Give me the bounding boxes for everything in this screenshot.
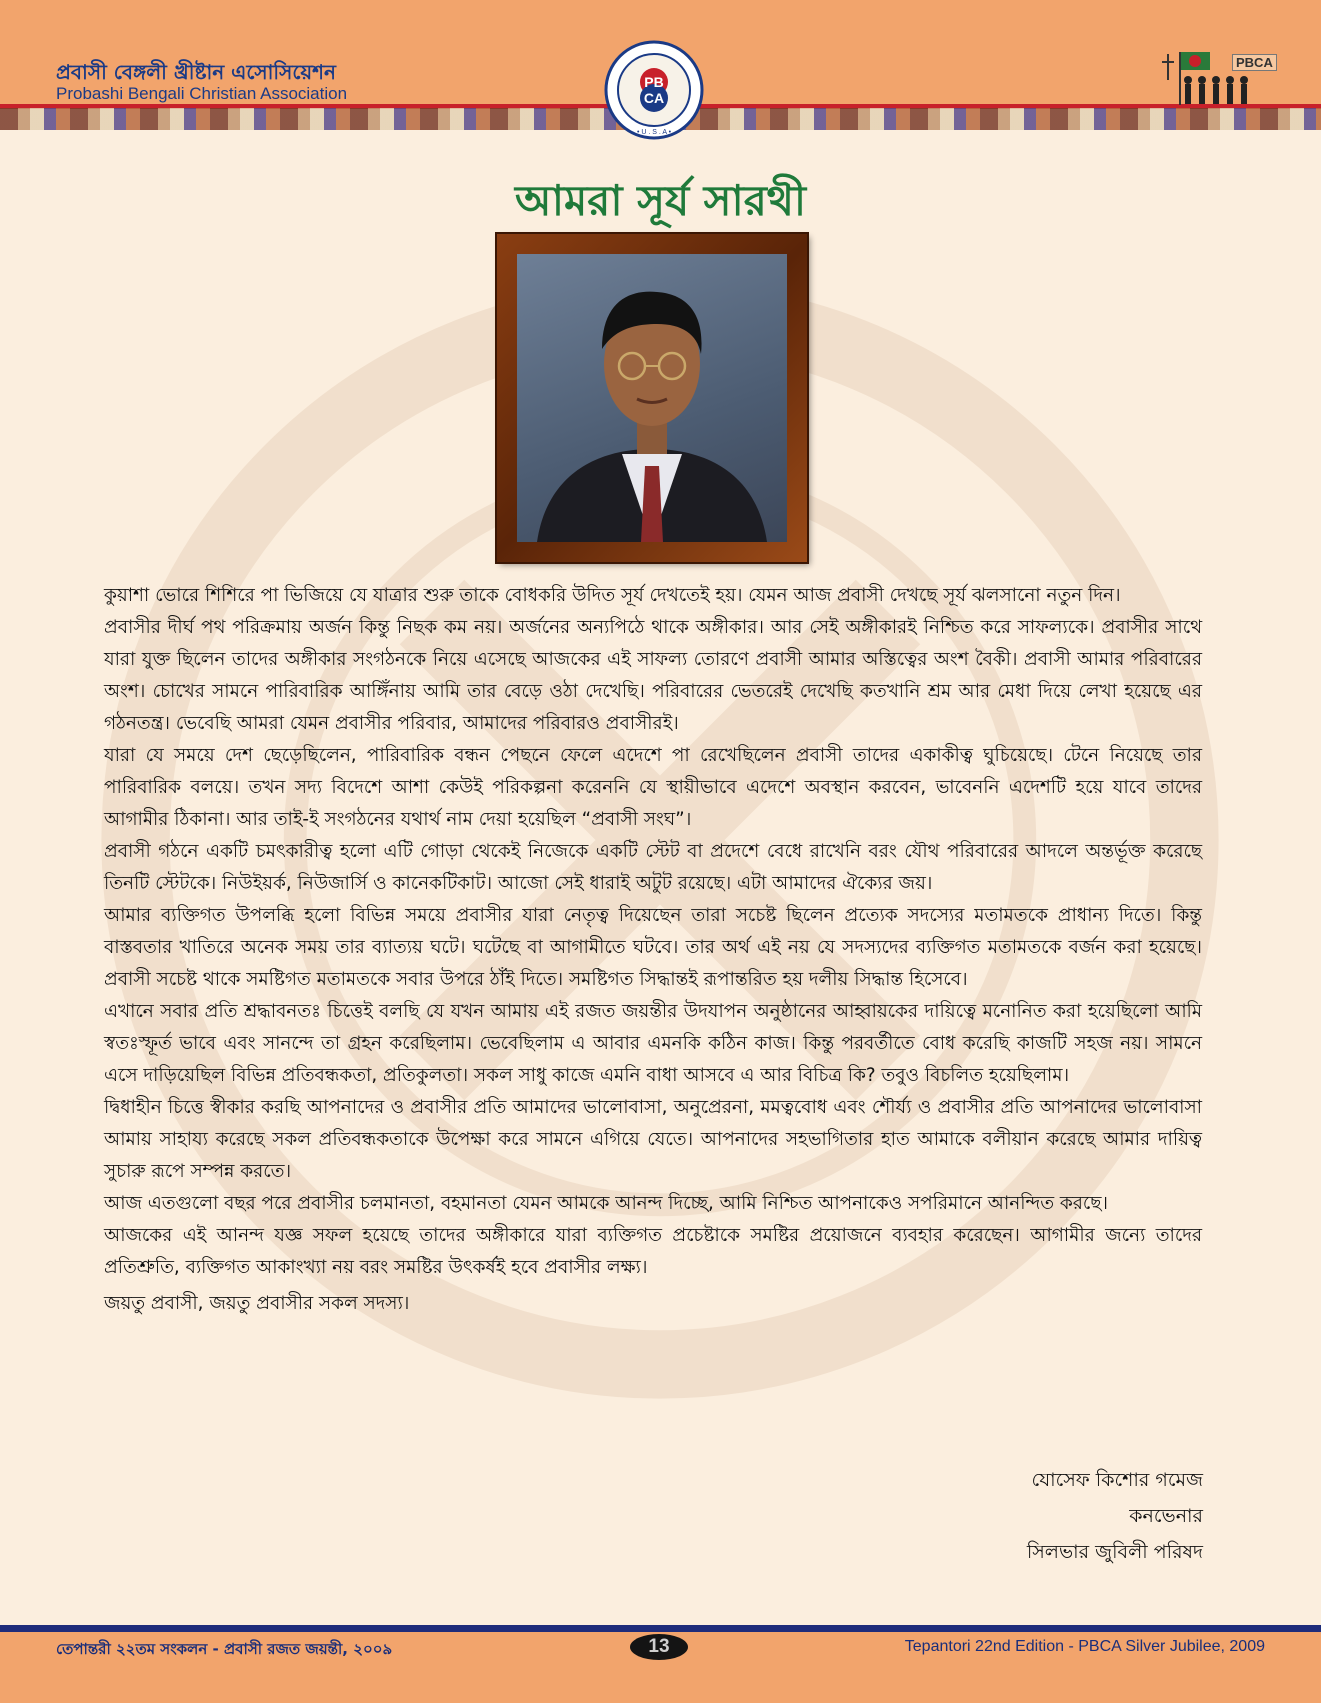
paragraph: আজকের এই আনন্দ যজ্ঞ সফল হয়েছে তাদের অঙ্গীকারে যারা ব্যক্তিগত প্রচেষ্টাকে সমষ্টির প্রয়োজনে ব্যবহার করেছেন। আগামীর জন্যে তাদের প্রতিশ্রুতি, ব্যক্তিগত আকাংখ্যা নয় বরং সমষ্টির উৎকর্ষই হবে প্রবাসীর লক্ষ্য। [104,1225,1202,1278]
paragraph: প্রবাসী গঠনে একটি চমৎকারীত্ব হলো এটি গোড়া থেকেই নিজেকে একটি স্টেট বা প্রদেশে বেধে রাখেনি বরং যৌথ পরিবারের আদলে অন্তর্ভূক্ত করেছে তিনটি স্টেটকে। নিউইয়র্ক, নিউজার্সি ও কানেকটিকাট। আজো সেই ধারাই অটুট রয়েছে। এটা আমাদের ঐক্যের জয়। [104,841,1202,894]
portrait-figure [517,254,787,542]
footer-right-text: Tepantori 22nd Edition - PBCA Silver Jubilee, 2009 [904,1638,1265,1655]
signature-role: কনভেনার [1129,1505,1203,1527]
page-number: 13 [630,1634,688,1660]
paragraph: কুয়াশা ভোরে শিশিরে পা ভিজিয়ে যে যাত্রার শুরু তাকে বোধকরি উদিত সূর্য দেখতেই হয়। যেমন আজ প্রবাসী দেখছে সূর্য ঝলসানো নতুন দিন। [104,585,1121,606]
article-body [104,580,1202,1320]
signature-name: যোসেফ কিশোর গমেজ [1031,1469,1203,1491]
pbca-marchers-logo [1160,40,1290,110]
footer-left-text: তেপান্তরী ২২তম সংকলন - প্রবাসী রজত জয়ন্তী, ২০০৯ [56,1640,393,1658]
org-name-bengali: প্রবাসী বেঙ্গলী খ্রীষ্টান এসোসিয়েশন [56,60,336,84]
signature-block [1027,1462,1203,1570]
paragraph: জয়তু প্রবাসী, জয়তু প্রবাসীর সকল সদস্য। [104,1293,410,1314]
portrait-photo [517,254,787,542]
paragraph: প্রবাসীর দীর্ঘ পথ পরিক্রমায় অর্জন কিন্তু নিছক কম নয়। অর্জনের অন্যপিঠে থাকে অঙ্গীকার। আর সেই অঙ্গীকারই নিশ্চিত করে সাফল্যকে। প্রবাসীর সাথে যারা যুক্ত ছিলেন তাদের অঙ্গীকার সংগঠনকে নিয়ে এসেছে আজকের এই সাফল্য তোরণে প্রবাসী আমার অস্তিত্বের অংশ বৈকী। প্রবাসী আমার পরিবারের অংশ। চোখের সামনে পারিবারিক আঙ্গিঁনায় আমি তার বেড়ে ওঠা দেখেছি। পরিবারের ভেতরেই দেখেছি কতখানি শ্রম আর মেধা দিয়ে লেখা হয়েছে এর গঠনতন্ত্র। ভেবেছি আমরা যেমন প্রবাসীর পরিবার, আমাদের পরিবারও প্রবাসীরই। [104,617,1202,734]
paragraph: যারা যে সময়ে দেশ ছেড়েছিলেন, পারিবারিক বন্ধন পেছনে ফেলে এদেশে পা রেখেছিলেন প্রবাসী তাদের একাকীত্ব ঘুচিয়েছে। টেনে নিয়েছে তার পারিবারিক বলয়ে। তখন সদ্য বিদেশে আশা কেউই পরিকল্পনা করেননি যে স্থায়ীভাবে এদেশে অবস্থান করবেন, ভাবেননি এদেশটি হয়ে যাবে তাদের আগামীর ঠিকানা। আর তাই-ই সংগঠনের যথার্থ নাম দেয়া হয়েছিল “প্রবাসী সংঘ”। [104,745,1202,830]
org-name-english: Probashi Bengali Christian Association [56,84,348,103]
svg-text:• U . S . A •: • U . S . A • [636,129,672,136]
svg-text:PB: PB [644,74,664,90]
page-title: আমরা সূর্য সারথী [514,176,807,225]
paragraph: আমার ব্যক্তিগত উপলব্ধি হলো বিভিন্ন সময়ে প্রবাসীর যারা নেতৃত্ব দিয়েছেন তারা সচেষ্ট ছিলেন প্রত্যেক সদস্যের মতামতকে প্রাধান্য দিতে। কিন্তু বাস্তবতার খাতিরে অনেক সময় তার ব্যাত্যয় ঘটে। ঘটেছে বা আগামীতে ঘটবে। তার অর্থ এই নয় যে সদস্যদের ব্যক্তিগত মতামতকে বর্জন করা হয়েছে। প্রবাসী সচেষ্ট থাকে সমষ্টিগত মতামতকে সবার উপরে ঠাঁই দিতে। সমষ্টিগত সিদ্ধান্তই রূপান্তরিত হয় দলীয় সিদ্ধান্ত হিসেবে। [104,905,1202,990]
pbca-badge: PBCA [1232,54,1277,71]
paragraph: দ্বিধাহীন চিত্তে স্বীকার করছি আপনাদের ও প্রবাসীর প্রতি আমাদের ভালোবাসা, অনুপ্রেরনা, মমত্ববোধ এবং শৌর্য্য ও প্রবাসীর প্রতি আপনাদের ভালোবাসা আমায় সাহায্য করেছে সকল প্রতিবন্ধকতাকে উপেক্ষা করে সামনে এগিয়ে যেতে। আপনাদের সহভাগিতার হাত আমাকে বলীয়ান করেছে আমার দায়িত্ব সুচারু রূপে সম্পন্ন করতে। [104,1097,1202,1182]
pbca-seal-logo [604,40,704,140]
svg-text:CA: CA [643,90,665,106]
footer-line [0,1625,1321,1632]
portrait-frame [497,234,807,562]
paragraph: এখানে সবার প্রতি শ্রদ্ধাবনতঃ চিত্তেই বলছি যে যখন আমায় এই রজত জয়ন্তীর উদযাপন অনুষ্ঠানের আহ্বায়কের দায়িত্বে মনোনিত করা হয়েছিলো আমি স্বতঃস্ফূর্ত ভাবে এবং সানন্দে তা গ্রহন করেছিলাম। ভেবেছিলাম এ আবার এমনকি কঠিন কাজ। কিন্তু পরবর্তীতে বোধ করেছি কাজটি সহজ নয়। সামনে এসে দাড়িয়েছিল বিভিন্ন প্রতিবন্ধকতা, প্রতিকুলতা। সকল সাধু কাজে এমনি বাধা আসবে এ আর বিচিত্র কি? তবুও বিচলিত হয়েছিলাম। [104,1001,1203,1086]
signature-body: সিলভার জুবিলী পরিষদ [1026,1541,1203,1563]
paragraph: আজ এতগুলো বছর পরে প্রবাসীর চলমানতা, বহমানতা যেমন আমকে আনন্দ দিচ্ছে, আমি নিশ্চিত আপনাকেও সপরিমানে আনন্দিত করছে। [104,1193,1108,1214]
